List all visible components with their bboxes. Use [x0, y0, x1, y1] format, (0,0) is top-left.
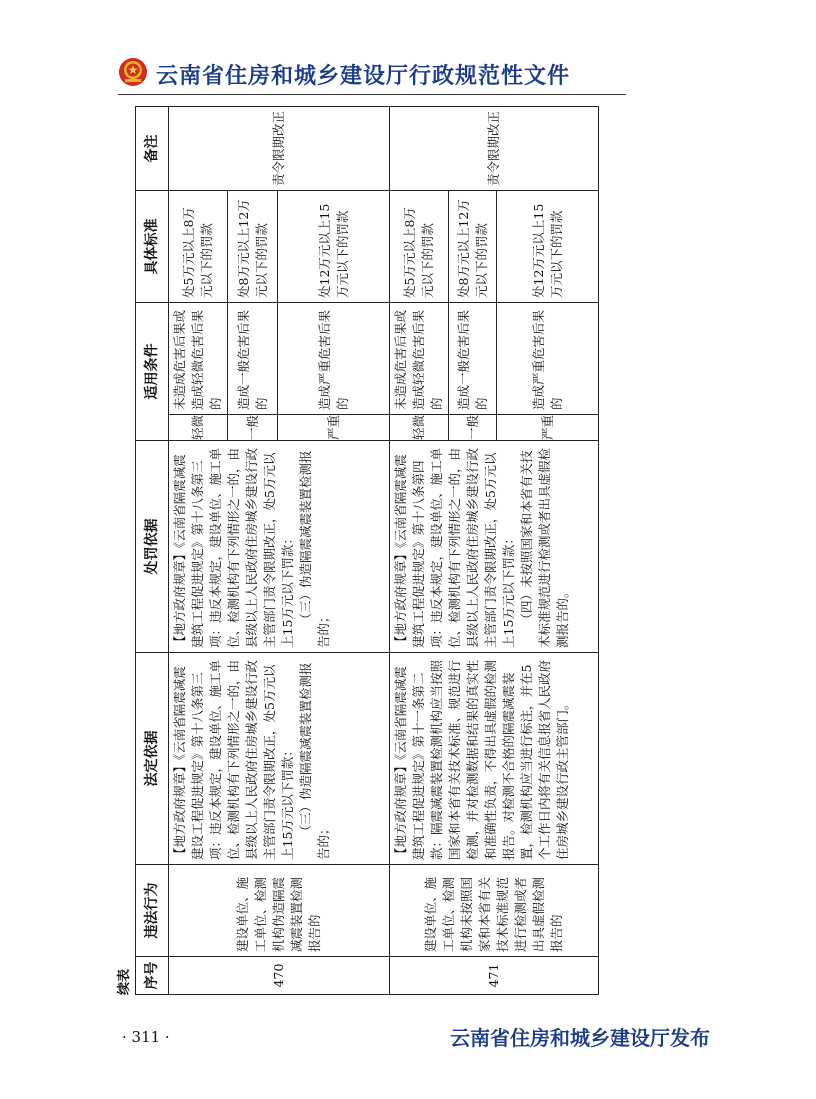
severity-level: 严重	[278, 415, 390, 441]
page-number: · 311 ·	[122, 1028, 170, 1046]
header-act: 违法行为	[136, 865, 169, 957]
standard: 处8万元以上12万元以下的罚款	[228, 191, 278, 303]
condition: 未造成危害后果或造成轻微危害后果的	[169, 303, 228, 415]
table-row	[169, 107, 228, 995]
penalty-item: （四）未按照国家和本省有关技术标准规范进行检测或者出具虚假检测报告的。	[519, 447, 570, 648]
penalty-text: 【地方政府规章】《云南省隔震减震建筑工程促进规定》第十八条第四项：违反本规定，建设单位、施工单位、检测机构有下列情形之一的，由县级以上人民政府住房城乡建设行政主管部门责令限期改正，处5万元以上15万元以下罚款：	[393, 447, 516, 648]
condition: 造成一般危害后果的	[449, 303, 497, 415]
condition: 未造成危害后果或造成轻微危害后果的	[390, 303, 449, 415]
row-legal	[169, 653, 390, 865]
standard: 处5万元以上8万元以下的罚款	[390, 191, 449, 303]
severity-level: 轻微	[390, 415, 449, 441]
condition: 造成一般危害后果的	[228, 303, 278, 415]
header-seq: 序号	[136, 957, 169, 995]
standard: 处8万元以上12万元以下的罚款	[449, 191, 497, 303]
rotated-table-frame	[115, 107, 629, 995]
severity-level: 一般	[228, 415, 278, 441]
table-row	[390, 107, 449, 995]
header-remark: 备注	[136, 107, 169, 191]
national-emblem-icon	[118, 57, 148, 87]
header-std: 具体标准	[136, 191, 169, 303]
row-act: 建设单位、施工单位、检测机构伪造隔震减震装置检测报告的	[169, 865, 390, 957]
legal-text: 【地方政府规章】《云南省隔震减震建设工程促进规定》第十八条第三项：违反本规定，建设单位、施工单位、检测机构有下列情形之一的，由县级以上人民政府住房城乡建设行政主管部门责令限期改正，处5万元以上15万元以下罚款：	[172, 659, 295, 860]
severity-level: 严重	[497, 415, 599, 441]
standard: 处5万元以上8万元以下的罚款	[169, 191, 228, 303]
row-penalty	[169, 441, 390, 653]
severity-level: 一般	[449, 415, 497, 441]
remark: 责令限期改正	[390, 107, 599, 191]
row-seq: 470	[169, 957, 390, 995]
page-header	[118, 55, 658, 95]
penalty-item: （三）伪造隔震减震装置检测报告的；	[298, 450, 331, 648]
header-penalty: 处罚依据	[136, 441, 169, 653]
page-title: 云南省住房和城乡建设厅行政规范性文件	[156, 63, 571, 89]
condition: 造成严重危害后果的	[278, 303, 390, 415]
row-legal	[390, 653, 599, 865]
publisher-label: 云南省住房和城乡建设厅发布	[450, 1026, 710, 1050]
continued-label: 续表	[117, 968, 132, 995]
legal-text: 【地方政府规章】《云南省隔震减震建筑工程促进规定》第十一条第二款：隔震减震装置检测机构应当按照国家和本省有关技术标准、规范进行检测，并对检测数据和结果的真实性和准确性负责，不得出具虚假的检测报告。对检测不合格的隔震减震装置，检测机构应当进行标注，并在5个工作日内将有关信息报省人民政府住房城乡建设行政主管部门。	[393, 659, 570, 860]
condition: 造成严重危害后果的	[497, 303, 599, 415]
standard: 处12万元以上15万元以下的罚款	[497, 191, 599, 303]
row-act: 建设单位、施工单位、检测机构未按照国家和本省有关技术标准规范进行检测或者出具虚假检测报告的	[390, 865, 599, 957]
remark: 责令限期改正	[169, 107, 390, 191]
row-penalty	[390, 441, 599, 653]
header-divider	[118, 94, 626, 95]
table-header-row	[136, 107, 169, 995]
severity-level: 轻微	[169, 415, 228, 441]
standard: 处12万元以上15万元以下的罚款	[278, 191, 390, 303]
penalty-text: 【地方政府规章】《云南省隔震减震建筑工程促进规定》第十八条第三项：违反本规定，建设单位、施工单位、检测机构有下列情形之一的，由县级以上人民政府住房城乡建设行政主管部门责令限期改正，处5万元以上15万元以下罚款：	[172, 447, 295, 648]
header-cond: 适用条件	[136, 303, 169, 441]
legal-item: （三）伪造隔震减震装置检测报告的；	[298, 662, 331, 860]
row-seq: 471	[390, 957, 599, 995]
penalty-table	[135, 106, 599, 995]
header-legal: 法定依据	[136, 653, 169, 865]
